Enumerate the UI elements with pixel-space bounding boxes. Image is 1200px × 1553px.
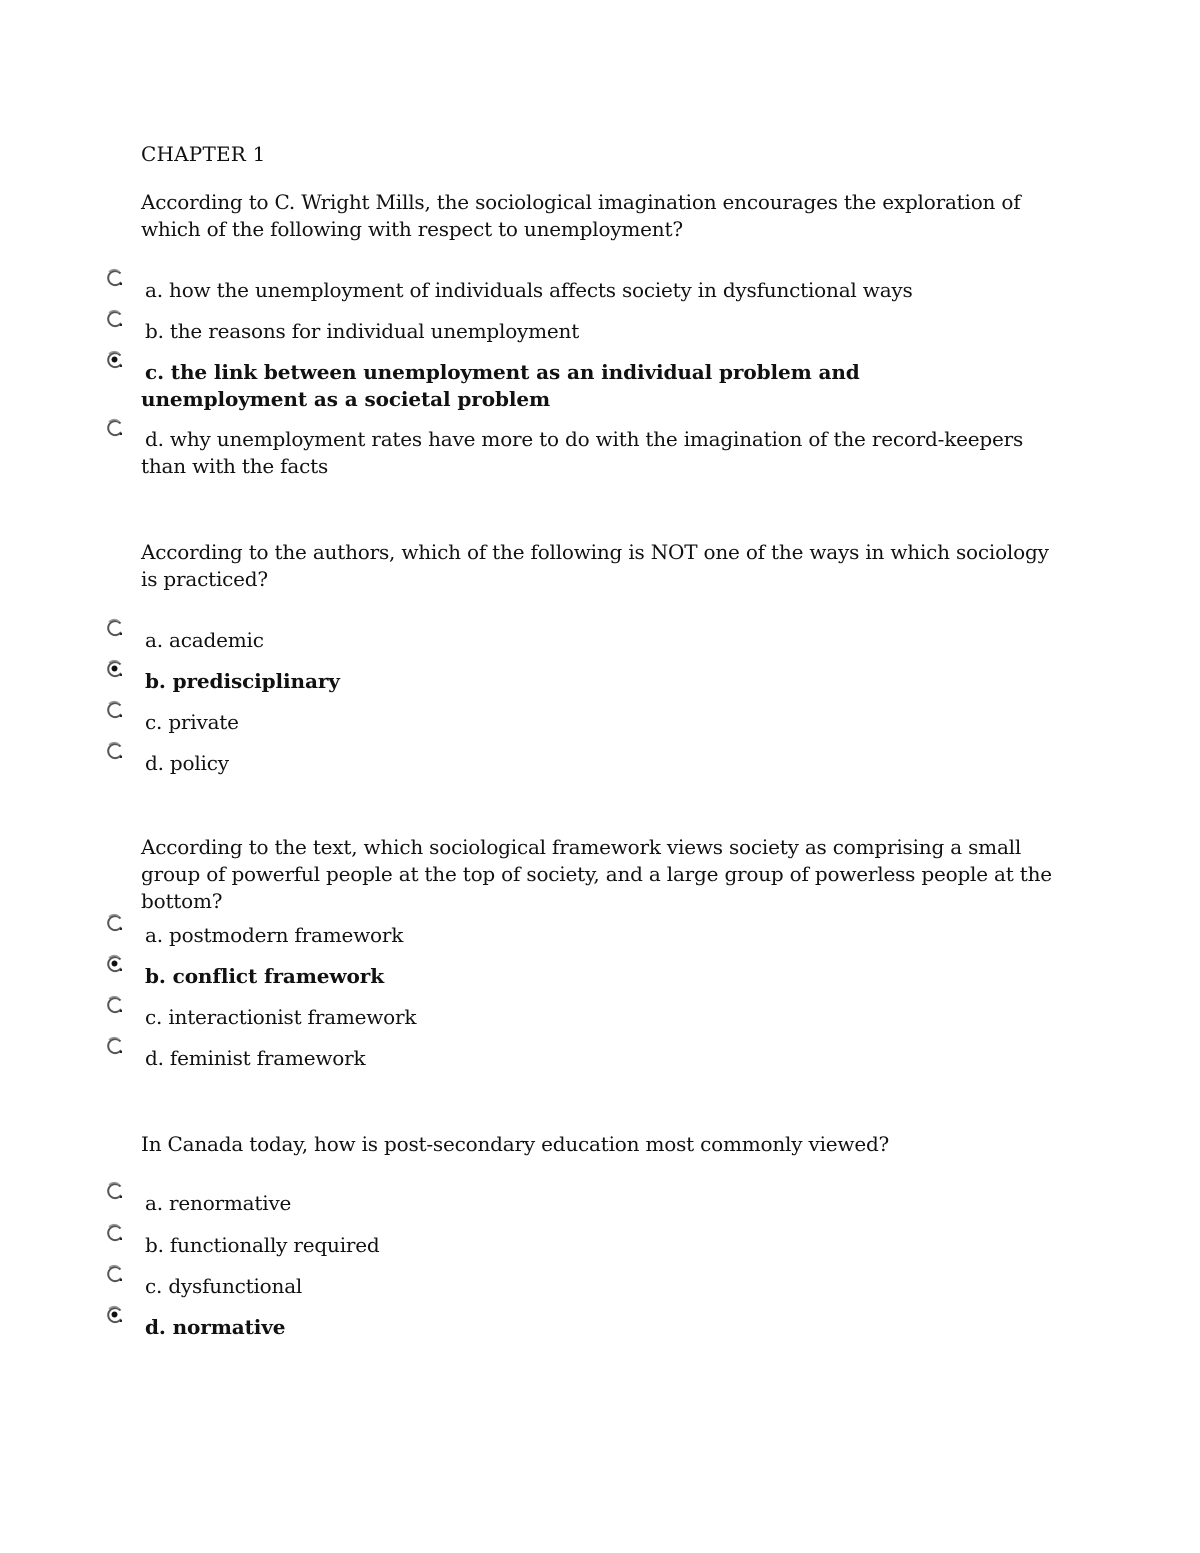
option-label-correct: b. conflict framework bbox=[145, 964, 384, 988]
option-label: a. renormative bbox=[145, 1191, 292, 1215]
radio-selected-icon[interactable] bbox=[105, 350, 125, 370]
option-label: a. academic bbox=[145, 628, 264, 652]
option-label-correct: c. the link between unemployment as an individual problem and unemployment as a societal problem bbox=[141, 360, 860, 411]
question-1-option-b[interactable] bbox=[0, 309, 1200, 349]
radio-unselected-icon[interactable] bbox=[105, 741, 125, 761]
question-3-option-d[interactable] bbox=[0, 1036, 1200, 1076]
option-label-correct: b. predisciplinary bbox=[145, 669, 340, 693]
question-1-option-a[interactable] bbox=[0, 268, 1200, 308]
option-label: a. postmodern framework bbox=[145, 923, 404, 947]
radio-unselected-icon[interactable] bbox=[105, 995, 125, 1015]
option-label: d. feminist framework bbox=[145, 1046, 366, 1070]
question-4-option-a[interactable] bbox=[0, 1181, 1200, 1221]
option-label: b. functionally required bbox=[145, 1233, 380, 1257]
radio-selected-icon[interactable] bbox=[105, 954, 125, 974]
question-3-option-a[interactable] bbox=[0, 913, 1200, 953]
question-3-prompt: According to the text, which sociological framework views society as comprising a small group of powerful people at the top of society, and a large group of powerless people at the bottom? bbox=[141, 835, 1052, 913]
chapter-title: CHAPTER 1 bbox=[141, 142, 266, 166]
question-2-option-b[interactable] bbox=[0, 659, 1200, 699]
radio-unselected-icon[interactable] bbox=[105, 913, 125, 933]
option-label-correct: d. normative bbox=[145, 1315, 286, 1339]
radio-unselected-icon[interactable] bbox=[105, 700, 125, 720]
option-label: a. how the unemployment of individuals affects society in dysfunctional ways bbox=[145, 278, 913, 302]
radio-selected-icon[interactable] bbox=[105, 1305, 125, 1325]
option-label: c. interactionist framework bbox=[145, 1005, 417, 1029]
radio-unselected-icon[interactable] bbox=[105, 1181, 125, 1201]
option-label: d. policy bbox=[145, 751, 229, 775]
question-4-option-d[interactable] bbox=[0, 1305, 1200, 1345]
option-label: b. the reasons for individual unemployment bbox=[145, 319, 580, 343]
radio-unselected-icon[interactable] bbox=[105, 418, 125, 438]
question-1-option-c[interactable] bbox=[0, 350, 1200, 411]
option-label: c. dysfunctional bbox=[145, 1274, 303, 1298]
radio-unselected-icon[interactable] bbox=[105, 1036, 125, 1056]
question-2-prompt: According to the authors, which of the following is NOT one of the ways in which sociology is practiced? bbox=[141, 540, 1049, 591]
question-4-prompt: In Canada today, how is post-secondary education most commonly viewed? bbox=[141, 1132, 890, 1156]
question-1-prompt: According to C. Wright Mills, the sociological imagination encourages the exploration of which of the following with respect to unemployment? bbox=[141, 190, 1021, 241]
question-1-option-d[interactable] bbox=[0, 418, 1200, 478]
question-2-option-c[interactable] bbox=[0, 700, 1200, 740]
radio-unselected-icon[interactable] bbox=[105, 1264, 125, 1284]
question-4-option-b[interactable] bbox=[0, 1223, 1200, 1263]
question-4-option-c[interactable] bbox=[0, 1264, 1200, 1304]
radio-selected-icon[interactable] bbox=[105, 659, 125, 679]
question-3-option-b[interactable] bbox=[0, 954, 1200, 994]
question-3-option-c[interactable] bbox=[0, 995, 1200, 1035]
option-label: d. why unemployment rates have more to do with the imagination of the record-keepers than with the facts bbox=[141, 427, 1024, 478]
question-2-option-a[interactable] bbox=[0, 618, 1200, 658]
question-2-option-d[interactable] bbox=[0, 741, 1200, 781]
radio-unselected-icon[interactable] bbox=[105, 618, 125, 638]
option-label: c. private bbox=[145, 710, 239, 734]
radio-unselected-icon[interactable] bbox=[105, 309, 125, 329]
radio-unselected-icon[interactable] bbox=[105, 268, 125, 288]
radio-unselected-icon[interactable] bbox=[105, 1223, 125, 1243]
